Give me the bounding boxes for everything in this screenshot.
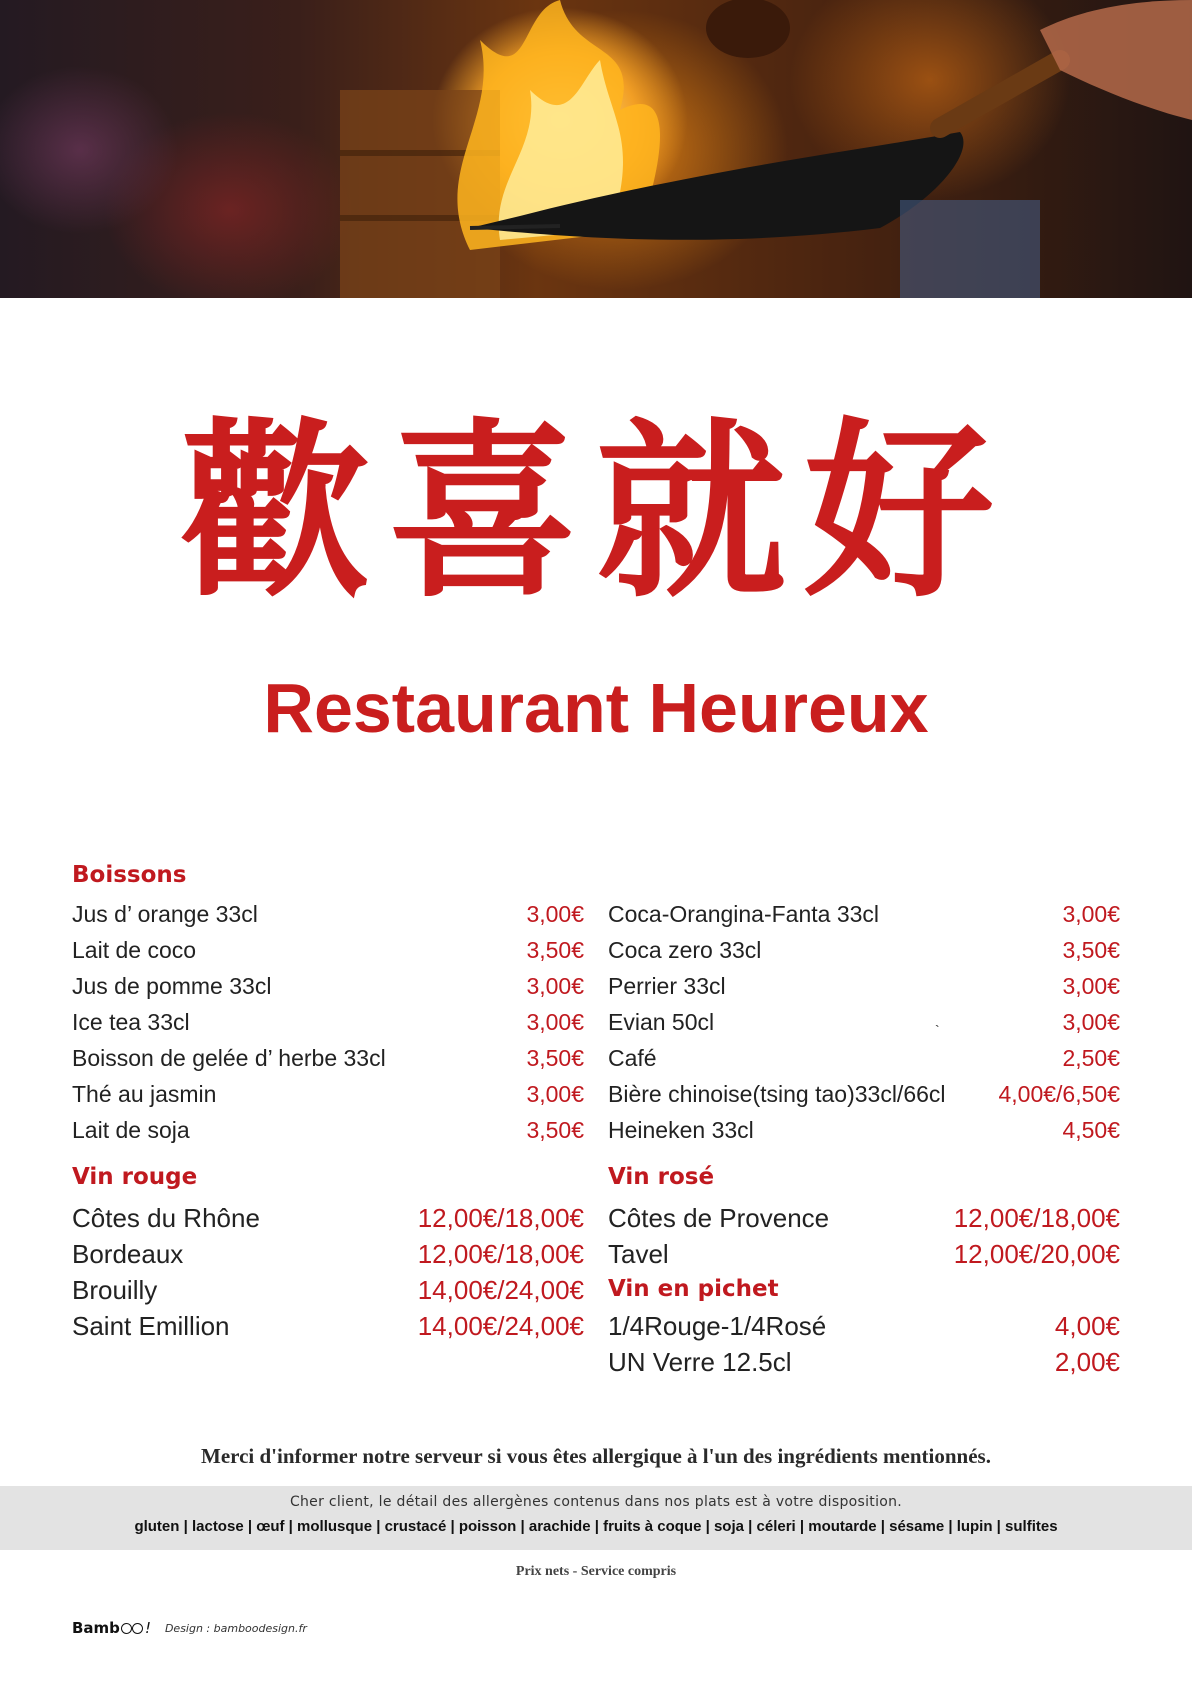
menu-item xyxy=(608,1004,1120,1040)
item-name: Brouilly xyxy=(72,1274,158,1305)
item-price: 3,00€ xyxy=(1062,972,1120,999)
item-price: 3,50€ xyxy=(526,1116,584,1143)
item-name: Thé au jasmin xyxy=(72,1080,217,1107)
item-price: 14,00€/24,00€ xyxy=(417,1310,584,1341)
item-price: 12,00€/18,00€ xyxy=(417,1202,584,1233)
item-name: Café xyxy=(608,1044,657,1071)
menu-item xyxy=(72,1004,584,1040)
menu-item xyxy=(608,932,1120,968)
item-name: Perrier 33cl xyxy=(608,972,726,999)
item-name: UN Verre 12.5cl xyxy=(608,1346,792,1377)
menu-item xyxy=(72,1200,584,1236)
menu-item xyxy=(72,932,584,968)
bamboo-logo xyxy=(72,1619,151,1637)
menu-item xyxy=(72,968,584,1004)
section-title-vin-pichet: Vin en pichet xyxy=(608,1276,779,1302)
item-name: Lait de soja xyxy=(72,1116,190,1143)
item-name: Jus de pomme 33cl xyxy=(72,972,272,999)
menu-item xyxy=(608,1200,1120,1236)
chinese-title: 歡喜就好 xyxy=(179,400,1012,623)
item-name: Bordeaux xyxy=(72,1238,184,1269)
item-name: Coca zero 33cl xyxy=(608,936,762,963)
stray-mark: ` xyxy=(935,1022,940,1038)
item-price: 4,00€/6,50€ xyxy=(998,1080,1120,1107)
menu-item xyxy=(72,1076,584,1112)
item-name: Ice tea 33cl xyxy=(72,1008,190,1035)
item-price: 12,00€/20,00€ xyxy=(953,1238,1120,1269)
item-name: Côtes de Provence xyxy=(608,1202,830,1233)
allergen-list: gluten | lactose | œuf | mollusque | crustacé | poisson | arachide | fruits à coque | soja | céleri | moutarde | sésame | lupin | sulfites xyxy=(134,1518,1058,1535)
item-price: 12,00€/18,00€ xyxy=(417,1238,584,1269)
item-price: 4,50€ xyxy=(1062,1116,1120,1143)
item-name: Lait de coco xyxy=(72,936,197,963)
item-price: 3,00€ xyxy=(1062,1008,1120,1035)
menu-item xyxy=(72,1236,584,1272)
item-price: 4,00€ xyxy=(1054,1310,1120,1341)
logo-text: Bamb xyxy=(72,1619,120,1637)
item-price: 14,00€/24,00€ xyxy=(417,1274,584,1305)
item-name: Côtes du Rhône xyxy=(72,1202,260,1233)
logo-exclamation: ! xyxy=(144,1619,151,1637)
menu-item xyxy=(608,896,1120,932)
section-title-vin-rouge: Vin rouge xyxy=(72,1164,198,1190)
item-name: Evian 50cl xyxy=(608,1008,715,1035)
section-title-vin-rose: Vin rosé xyxy=(608,1164,715,1190)
menu-item xyxy=(608,1040,1120,1076)
menu-item xyxy=(72,1040,584,1076)
item-price: 3,50€ xyxy=(526,936,584,963)
menu-item xyxy=(72,896,584,932)
item-price: 3,50€ xyxy=(526,1044,584,1071)
menu-item xyxy=(608,1308,1120,1344)
item-price: 3,00€ xyxy=(1062,900,1120,927)
item-name: Jus d’ orange 33cl xyxy=(72,900,258,927)
item-price: 3,00€ xyxy=(526,972,584,999)
item-price: 2,00€ xyxy=(1054,1346,1120,1377)
menu-item xyxy=(608,1236,1120,1272)
item-name: Heineken 33cl xyxy=(608,1116,754,1143)
item-price: 3,50€ xyxy=(1062,936,1120,963)
wok-flames-icon xyxy=(0,0,1192,298)
item-name: Boisson de gelée d’ herbe 33cl xyxy=(72,1044,386,1071)
menu-item xyxy=(72,1272,584,1308)
credit-bar xyxy=(72,1616,307,1640)
item-name: Saint Emillion xyxy=(72,1310,230,1341)
restaurant-title: Restaurant Heureux xyxy=(263,669,929,747)
design-credit: Design : bamboodesign.fr xyxy=(164,1621,307,1635)
item-price: 3,00€ xyxy=(526,1008,584,1035)
section-title-boissons: Boissons xyxy=(72,862,187,888)
menu-item xyxy=(608,968,1120,1004)
allergy-message: Merci d'informer notre serveur si vous êtes allergique à l'un des ingrédients mentionnés. xyxy=(201,1444,991,1468)
item-name: Coca-Orangina-Fanta 33cl xyxy=(608,900,880,927)
prices-note: Prix nets - Service compris xyxy=(515,1564,677,1579)
drinks-menu xyxy=(72,858,1120,1378)
menu-item xyxy=(72,1308,584,1344)
item-name: Bière chinoise(tsing tao)33cl/66cl xyxy=(608,1080,946,1107)
hero-photo xyxy=(0,0,1192,298)
menu-item xyxy=(72,1112,584,1148)
menu-item xyxy=(608,1076,1120,1112)
item-price: 12,00€/18,00€ xyxy=(953,1202,1120,1233)
panda-eyes-icon xyxy=(121,1621,143,1635)
allergen-intro: Cher client, le détail des allergènes contenus dans nos plats est à votre disposition. xyxy=(289,1494,903,1510)
item-name: 1/4Rouge-1/4Rosé xyxy=(608,1310,827,1341)
menu-item xyxy=(608,1344,1120,1380)
item-price: 3,00€ xyxy=(526,1080,584,1107)
item-price: 2,50€ xyxy=(1062,1044,1120,1071)
item-name: Tavel xyxy=(608,1238,669,1269)
menu-item xyxy=(608,1112,1120,1148)
item-price: 3,00€ xyxy=(526,900,584,927)
